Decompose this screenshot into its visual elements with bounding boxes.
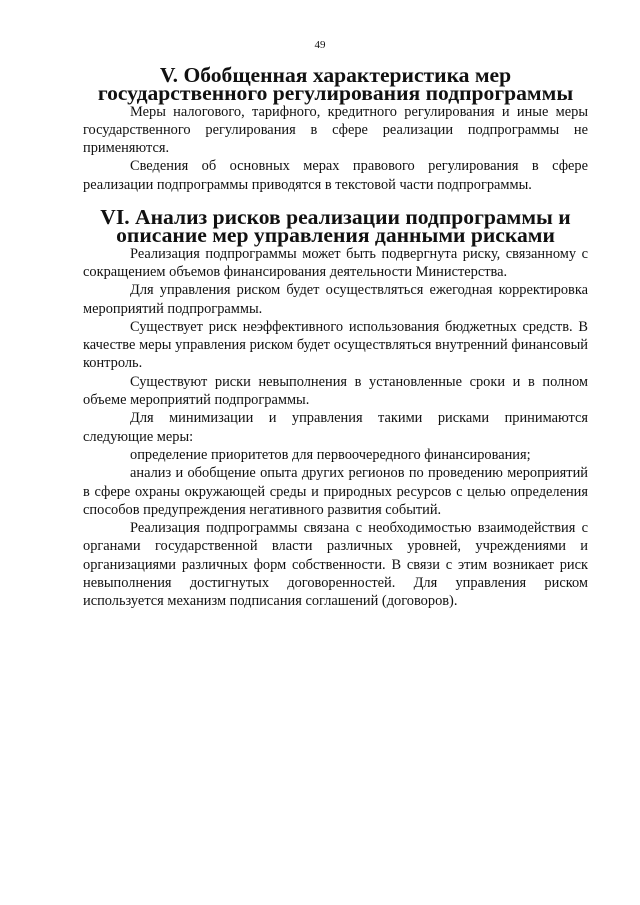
list-item: анализ и обобщение опыта других регионов по проведению мероприятий в сфере охраны окружающей среды и природных ресурсов с целью определения способов предупреждения негативного развития событий.: [83, 465, 588, 518]
paragraph: Для управления риском будет осуществляться ежегодная корректировка мероприятий подпрограммы.: [83, 282, 588, 317]
paragraph: Реализация подпрограммы связана с необходимостью взаимодействия с органами государственной власти различных уровней, учреждениями и организациями различных форм собственности. В связи с этим возникает риск невыполнения достигнутых договоренностей. Для управления риском используется механизм подписания соглашений (договоров).: [83, 520, 588, 610]
paragraph: Реализация подпрограммы может быть подвергнута риску, связанному с сокращением объемов финансирования деятельности Министерства.: [83, 245, 588, 280]
paragraph: Существует риск неэффективного использования бюджетных средств. В качестве меры управления риском будет осуществляться внутренний финансовый контроль.: [83, 318, 588, 372]
list-item: определение приоритетов для первоочередного финансирования;: [130, 446, 531, 463]
section-vi: [83, 205, 588, 611]
paragraph: Сведения об основных мерах правового регулирования в сфере реализации подпрограммы приводятся в текстовой части подпрограммы.: [83, 158, 588, 193]
section-heading: V. Обобщенная характеристика мер государственного регулирования подпрограммы: [97, 63, 574, 106]
page-number: 49: [314, 39, 326, 51]
paragraph: Меры налогового, тарифного, кредитного регулирования и иные меры государственного регулирования в сфере реализации подпрограммы не применяются.: [83, 103, 588, 157]
section-v: [83, 63, 588, 194]
paragraph: Для минимизации и управления такими рисками принимаются следующие меры:: [83, 410, 588, 445]
section-heading: VI. Анализ рисков реализации подпрограммы и описание мер управления данными рисками: [100, 205, 571, 248]
paragraph: Существуют риски невыполнения в установленные сроки и в полном объеме мероприятий подпрограммы.: [83, 373, 588, 409]
document-body: [83, 63, 588, 611]
